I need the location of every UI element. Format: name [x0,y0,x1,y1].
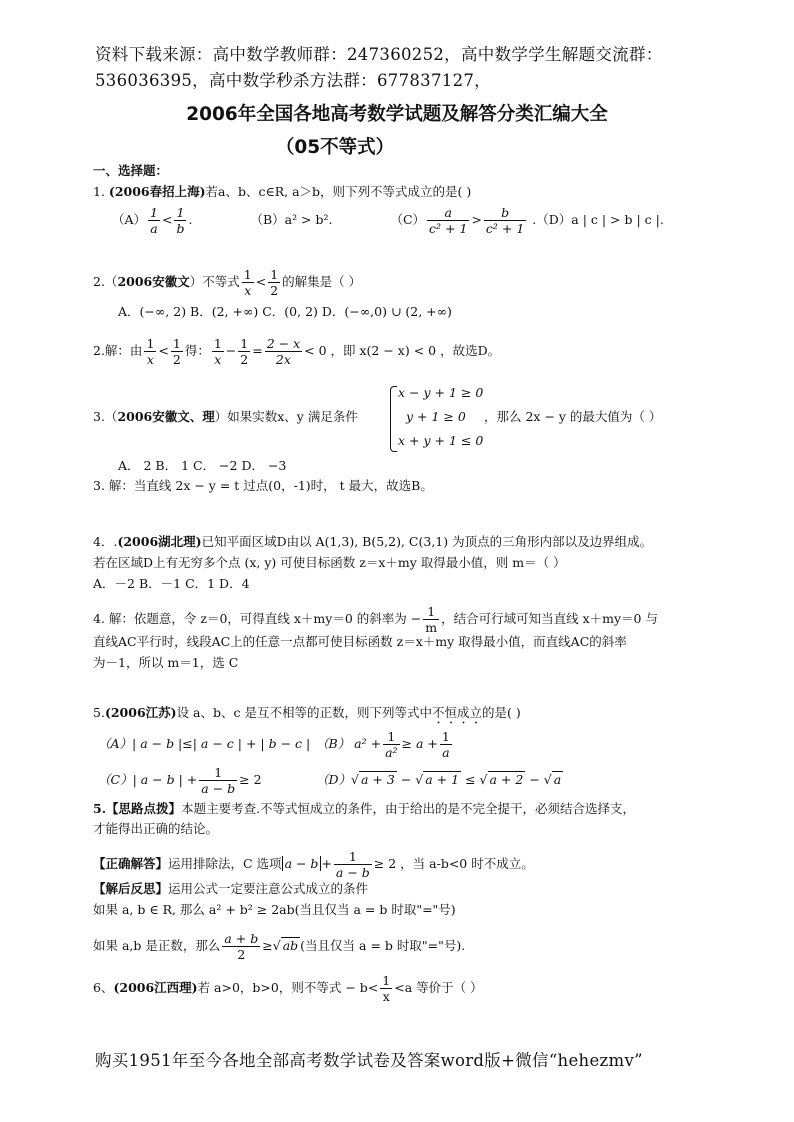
question-1-stem: 1. (2006春招上海)若a、b、c∈R, a＞b，则下列不等式成立的是( ) [93,184,472,199]
q5-formula-2: 如果 a,b 是正数，那么 $\frac{a + b}{2}$ ≥√ ab (当且仅当 a = b 时取"="号). [93,931,466,962]
q5-option-a: （A）| a − b |≤| a − c | + | b − c | [98,736,311,751]
header-line-2: 536036395，高中数学秒杀方法群：677837127， [95,71,491,90]
question-2-options: A．(−∞, 2) B．(2, +∞) C．(0, 2) D．(−∞,0) ∪ (2, +∞) [118,304,452,319]
question-4-solution: 4. 解：依题意，令 z＝0，可得直线 x＋my＝0 的斜率为 − $\frac{1}{m}$ ，结合可行域可知当直线 x＋my＝0 与 [93,604,658,635]
q5-reflection: 【解后反思】运用公式一定要注意公式成立的条件 [93,881,369,896]
question-3-options: A． 2 B． 1 C． −2 D． −3 [118,458,287,473]
q5-option-c: （C）| a − b | + $\frac{1}{a - b}$ ≥ 2 [98,765,262,796]
question-4-source: (2006湖北理) [117,534,202,549]
question-3-solution: 3. 解：当直线 2x − y = t 过点(0，-1)时， t 最大，故选B。 [93,478,433,493]
question-1-options [112,205,664,236]
page-subtitle: （05不等式） [275,137,395,158]
q1-option-a: （A） $\frac{1}{a}$ < $\frac{1}{b}$ . [112,205,193,236]
q5-option-b: （B） a² + $\frac{1}{\text{a²}}$ ≥ a + $\frac{1}{a}$ [316,729,450,760]
q5-hint-analysis-2: 才能得出正确的结论。 [93,821,219,836]
q5-formula-1: 如果 a, b ∈ R, 那么 a² + b² ≥ 2ab(当且仅当 a = b 时取"="号) [93,902,456,917]
question-4-stem: 4．.(2006湖北理)已知平面区域D由以 A(1,3), B(5,2), C(3,1) 为顶点的三角形内部以及边界组成。 [93,534,653,549]
question-5-stem: 5.(2006江苏)设 a、b、c 是互不相等的正数，则下列等式中不恒成立的是( ) [93,705,521,720]
question-3-stem-end: ，那么 2x − y 的最大值为（ ） [484,409,662,424]
question-2-solution: 2.解：由 $\frac{1}{x}$ < $\frac{1}{2}$ 得： $\frac{1}{x}$ − $\frac{1}{2}$ = $\frac{2 - x}{2x}$ < 0 ，即 x(2 − x) < 0 ，故选D。 [93,336,501,367]
question-2-stem: 2.（2006安徽文）不等式 $\frac{1}{x}$ < $\frac{1}{2}$ 的解集是（ ） [93,267,362,298]
question-4-solution-3: 为－1，所以 m＝1，选 C [93,655,239,670]
question-2-source: 2006安徽文 [117,274,190,289]
header-line-1: 资料下载来源：高中数学教师群：247360252，高中数学学生解题交流群： [95,45,663,64]
question-5-source: (2006江苏) [104,705,177,720]
q1-option-c: （C） $\frac{a}{\text{c² + 1}}$ > $\frac{b}{\text{c² + 1}}$ [390,205,525,236]
q5-hint-analysis: 5.【思路点拨】本题主要考查.不等式恒成立的条件，由于给出的是不完全提干，必须结合选择支， [93,801,636,816]
question-1-source: (2006春招上海) [108,184,206,199]
section-heading: 一、选择题： [93,163,169,178]
page-title: 2006年全国各地高考数学试题及解答分类汇编大全 [186,104,608,125]
question-4-options: A．－2 B．－1 C．1 D．4 [93,576,250,591]
question-3-source: 2006安徽文、理 [117,409,215,424]
q5-option-d: （D）√ a + 3 − √ a + 1 ≤ √ a + 2 − √ a [316,772,562,787]
footer-ad: 购买1951年至今各地全部高考数学试卷及答案word版+微信“hehezmv” [95,1051,643,1070]
question-4-stem-2: 若在区域D上有无穷多个点 (x, y) 可使目标函数 z＝x＋my 取得最小值，则 m＝（ ） [93,555,566,570]
constraint-2: y + 1 ≥ 0 [406,409,466,424]
q1-option-d: .（D）a | c | > b | c |. [532,212,664,227]
question-6-stem: 6、(2006江西理)若 a>0，b>0，则不等式 − b< $\frac{1}{x}$ <a 等价于（ ） [93,973,483,1004]
question-6-source: (2006江西理) [113,980,198,995]
constraint-brace [390,386,397,452]
question-4-solution-2: 直线AC平行时，线段AC上的任意一点都可使目标函数 z＝x＋my 取得最小值，而直线AC的斜率 [93,634,627,649]
q1-option-b: （B）a² > b². [250,212,333,227]
constraint-1: x − y + 1 ≥ 0 [398,385,484,400]
constraint-3: x + y + 1 ≤ 0 [398,433,484,448]
question-3-stem: 3.（2006安徽文、理）如果实数x、y 满足条件 [93,409,358,424]
q5-correct-answer: 【正确解答】运用排除法，C 选项 a − b + $\frac{1}{a - b}$ ≥ 2 ，当 a-b<0 时不成立。 [93,849,534,880]
